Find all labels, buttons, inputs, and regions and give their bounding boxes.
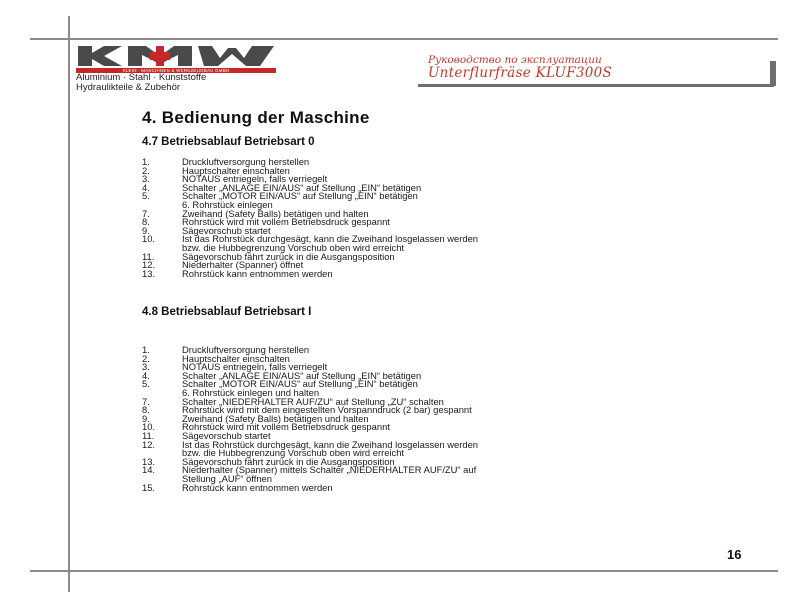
step-number: 1. [142, 156, 150, 167]
step-number: 14. [142, 464, 156, 476]
step-number: 7. [142, 395, 150, 407]
step-number: 3. [142, 173, 150, 185]
step-text: Ist das Rohrstück durchgesägt, kann die Zweihand losgelassen werden [182, 233, 479, 245]
step-text: bzw. die Hubbegrenzung Vorschub oben wird erreicht [182, 447, 405, 459]
step-text: Sägevorschub fährt zurück in die Ausgangsposition [182, 250, 395, 262]
step-text: Rohrstück kann entnommen werden [182, 481, 333, 493]
manual-header [428, 55, 612, 81]
step-number: 5. [142, 190, 150, 202]
step-text: Schalter „MOTOR EIN/AUS“ auf Stellung „EIN“ betätigen [182, 190, 418, 202]
step-number: 12. [142, 438, 156, 450]
manual-title-ru: Руководство по эксплуатации [428, 54, 602, 66]
step-number: 9. [142, 224, 150, 236]
step-text: Rohrstück wird mit vollem Betriebsdruck gespannt [182, 421, 390, 433]
step-number: 8. [142, 404, 150, 416]
step-text: Zweihand (Safety Balls) betätigen und halten [182, 412, 369, 424]
step-number: 2. [142, 352, 150, 364]
step-text: Schalter „NIEDERHALTER AUF/ZU“ auf Stellung „ZU“ schalten [182, 395, 444, 407]
step-number: 11. [142, 250, 155, 262]
steps-list [142, 158, 478, 278]
logo-tagline-1: Aluminium · Stahl · Kunststoffe [76, 72, 207, 83]
step-text: Ist das Rohrstück durchgesägt, kann die Zweihand losgelassen werden [182, 438, 479, 450]
step-text: 6. Rohrstück einlegen [182, 198, 273, 210]
step-text: NOTAUS entriegeln, falls verriegelt [182, 361, 328, 373]
logo-company-strip: KLEIN · MASCHINEN & WERKZEUGBAU GMBH [76, 68, 276, 73]
step-text: bzw. die Hubbegrenzung Vorschub oben wird erreicht [182, 241, 405, 253]
page-number: 16 [727, 547, 742, 562]
step-number: 15. [142, 481, 156, 493]
step-number: 4. [142, 369, 150, 381]
step-text: Schalter „ANLAGE EIN/AUS“ auf Stellung „EIN“ betätigen [182, 369, 422, 381]
step-number: 5. [142, 378, 150, 390]
list-item [142, 481, 478, 493]
kmw-wordmark-icon [76, 44, 276, 68]
step-text: NOTAUS entriegeln, falls verriegelt [182, 173, 328, 185]
step-text: Niederhalter (Spanner) mittels Schalter „NIEDERHALTER AUF/ZU“ auf [182, 464, 477, 476]
machine-model: Unterflurfräse KLUF300S [428, 65, 613, 81]
section-title: 4. Bedienung der Maschine [142, 108, 370, 127]
step-number: 10. [142, 233, 156, 245]
step-text: Druckluftversorgung herstellen [182, 156, 310, 167]
step-text: Druckluftversorgung herstellen [182, 344, 310, 355]
step-text: Sägevorschub startet [182, 429, 271, 441]
steps-list [142, 346, 478, 492]
footer-rule [30, 570, 778, 572]
step-number: 3. [142, 361, 150, 373]
logo-tagline-2: Hydraulikteile & Zubehör [76, 82, 181, 93]
step-number: 8. [142, 216, 150, 228]
company-logo [76, 44, 282, 93]
step-number: 12. [142, 259, 156, 271]
header-rule [30, 38, 778, 40]
step-number: 4. [142, 181, 150, 193]
step-text: Hauptschalter einschalten [182, 164, 290, 176]
step-text: Sägevorschub startet [182, 224, 271, 236]
step-text: Niederhalter (Spanner) öffnet [182, 259, 304, 271]
step-number: 13. [142, 267, 156, 279]
left-margin-rule [68, 16, 70, 592]
step-text: Sägevorschub fährt zurück in die Ausgangsposition [182, 455, 395, 467]
subsection-title: 4.8 Betriebsablauf Betriebsart I [142, 306, 312, 318]
step-number: 2. [142, 164, 150, 176]
step-number: 7. [142, 207, 150, 219]
step-text: Stellung „AUF“ öffnen [182, 472, 272, 484]
header-right-bar [770, 61, 776, 86]
step-text: Zweihand (Safety Balls) betätigen und halten [182, 207, 369, 219]
step-number: 10. [142, 421, 156, 433]
step-number: 9. [142, 412, 150, 424]
step-text: Rohrstück wird mit dem eingestellten Vorspanndruck (2 bar) gespannt [182, 404, 472, 416]
step-text: Schalter „ANLAGE EIN/AUS“ auf Stellung „EIN“ betätigen [182, 181, 422, 193]
step-text: Hauptschalter einschalten [182, 352, 290, 364]
step-number: 11. [142, 429, 155, 441]
step-number: 1. [142, 344, 150, 355]
header-underline-bar [418, 84, 774, 87]
step-number: 13. [142, 455, 156, 467]
step-text: Rohrstück kann entnommen werden [182, 267, 333, 279]
step-text: Schalter „MOTOR EIN/AUS“ auf Stellung „EIN“ betätigen [182, 378, 418, 390]
list-item [142, 267, 478, 279]
step-text: Rohrstück wird mit vollem Betriebsdruck gespannt [182, 216, 390, 228]
subsection-title: 4.7 Betriebsablauf Betriebsart 0 [142, 136, 315, 148]
step-text: 6. Rohrstück einlegen und halten [182, 386, 320, 398]
